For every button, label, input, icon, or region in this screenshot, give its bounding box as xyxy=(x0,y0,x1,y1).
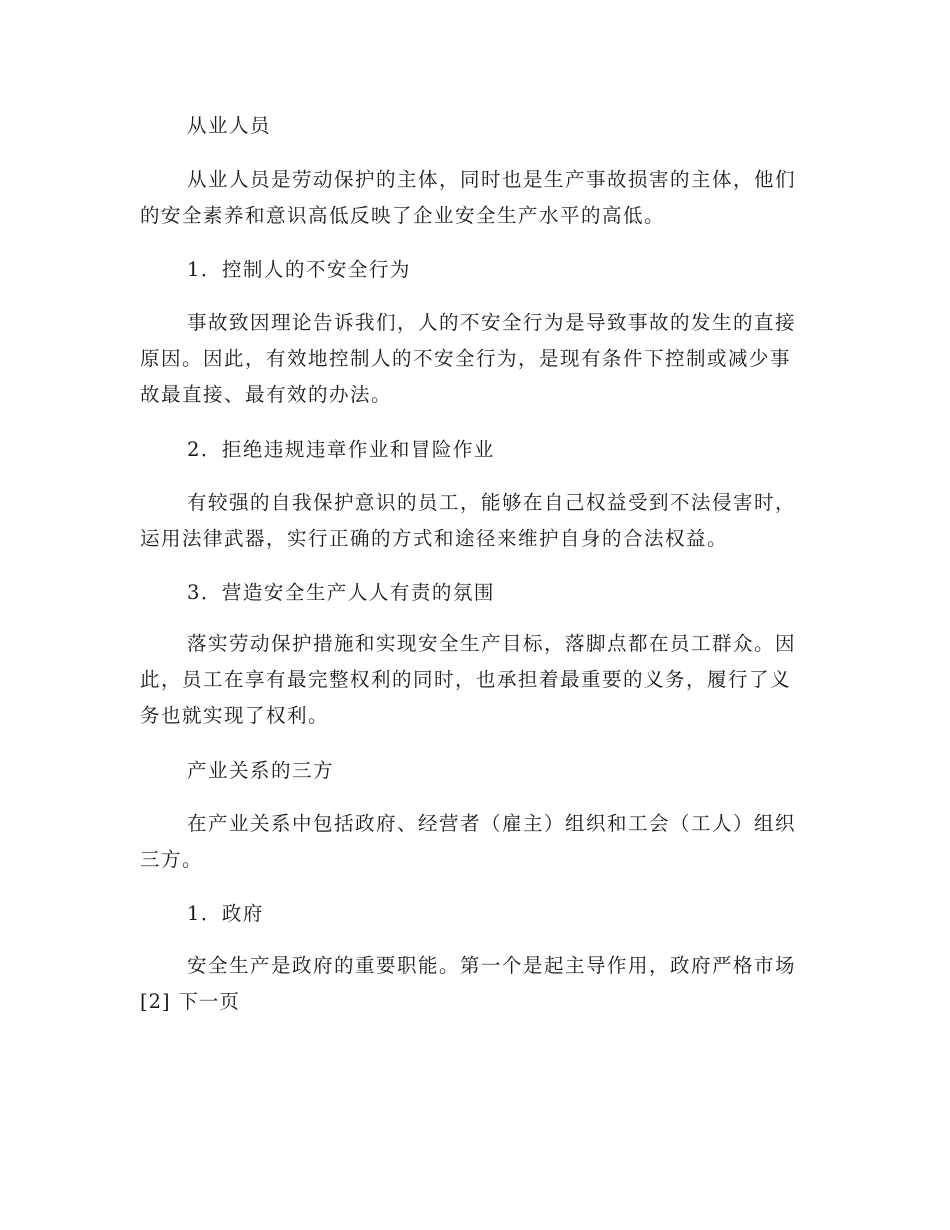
paragraph-government-text: 安全生产是政府的重要职能。第一个是起主导作用，政府严格市场 xyxy=(187,954,797,977)
paragraph-government-role xyxy=(140,948,800,1020)
subheading-safety-atmosphere: 3．营造安全生产人人有责的氛围 xyxy=(187,581,495,604)
paragraph-three-parties: 在产业关系中包括政府、经营者（雇主）组织和工会（工人）组织三方。 xyxy=(140,812,797,871)
subheading-government: 1．政府 xyxy=(187,902,264,925)
paragraph-self-protection: 有较强的自我保护意识的员工，能够在自己权益受到不法侵害时，运用法律武器，实行正确的方式和途径来维护自身的合法权益。 xyxy=(140,491,797,550)
subheading-control-unsafe-behavior: 1．控制人的不安全行为 xyxy=(187,258,411,281)
paragraph-rights-obligations: 落实劳动保护措施和实现安全生产目标，落脚点都在员工群众。因此，员工在享有最完整权利的同时，也承担着最重要的义务，履行了义务也就实现了权利。 xyxy=(140,632,797,727)
section-heading-practitioners: 从业人员 xyxy=(187,114,272,137)
paragraph-practitioners-intro: 从业人员是劳动保护的主体，同时也是生产事故损害的主体，他们的安全素养和意识高低反映了企业安全生产水平的高低。 xyxy=(140,168,797,227)
subheading-refuse-violations: 2．拒绝违规违章作业和冒险作业 xyxy=(187,438,495,461)
page-reference: [2] xyxy=(140,990,171,1013)
next-page-link[interactable]: 下一页 xyxy=(178,990,240,1013)
section-heading-three-parties: 产业关系的三方 xyxy=(187,759,335,782)
paragraph-accident-causation: 事故致因理论告诉我们，人的不安全行为是导致事故的发生的直接原因。因此，有效地控制人的不安全行为，是现有条件下控制或减少事故最直接、最有效的办法。 xyxy=(140,311,797,406)
